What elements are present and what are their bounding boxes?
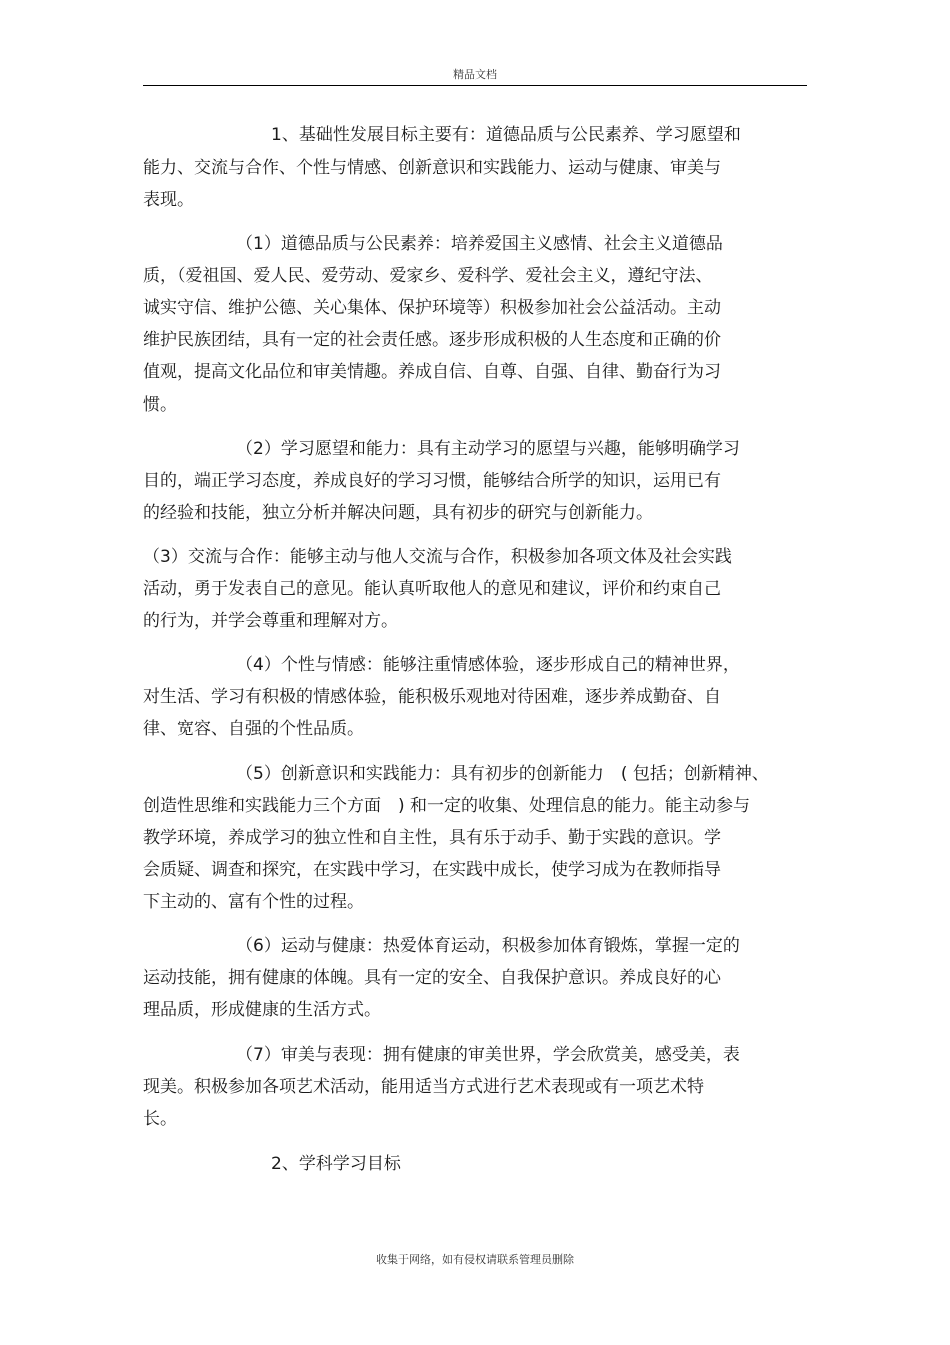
text-line: 惯。 bbox=[143, 395, 177, 415]
text-line: （7）审美与表现：拥有健康的审美世界，学会欣赏美，感受美，表 bbox=[236, 1045, 740, 1065]
text-line: 下主动的、富有个性的过程。 bbox=[143, 892, 364, 912]
text-line: 活动，勇于发表自己的意见。能认真听取他人的意见和建议，评价和约束自己 bbox=[143, 579, 721, 599]
text-line: （2）学习愿望和能力：具有主动学习的愿望与兴趣，能够明确学习 bbox=[236, 439, 740, 459]
text-line: （4）个性与情感：能够注重情感体验，逐步形成自己的精神世界， bbox=[236, 655, 740, 675]
text-line: 对生活、学习有积极的情感体验，能积极乐观地对待困难，逐步养成勤奋、自 bbox=[143, 687, 721, 707]
text-line: 表现。 bbox=[143, 190, 194, 210]
text-line: 律、宽容、自强的个性品质。 bbox=[143, 719, 364, 739]
text-line: （6）运动与健康：热爱体育运动，积极参加体育锻炼，掌握一定的 bbox=[236, 936, 740, 956]
text-line: 值观，提高文化品位和审美情趣。养成自信、自尊、自强、自律、勤奋行为习 bbox=[143, 362, 721, 382]
text-line: （1）道德品质与公民素养：培养爱国主义感情、社会主义道德品 bbox=[236, 234, 723, 254]
text-line: 运动技能，拥有健康的体魄。具有一定的安全、自我保护意识。养成良好的心 bbox=[143, 968, 721, 988]
page-footer: 收集于网络，如有侵权请联系管理员删除 bbox=[376, 1253, 574, 1266]
text-line: 诚实守信、维护公德、关心集体、保护环境等）积极参加社会公益活动。主动 bbox=[143, 298, 721, 318]
text-line: 创造性思维和实践能力三个方面 ) 和一定的收集、处理信息的能力。能主动参与 bbox=[143, 796, 751, 816]
page-header: 精品文档 bbox=[453, 68, 497, 81]
text-line: 能力、交流与合作、个性与情感、创新意识和实践能力、运动与健康、审美与 bbox=[143, 158, 721, 178]
text-line: 现美。积极参加各项艺术活动，能用适当方式进行艺术表现或有一项艺术特 bbox=[143, 1077, 704, 1097]
text-line: （5）创新意识和实践能力：具有初步的创新能力 ( 包括；创新精神、 bbox=[236, 764, 769, 784]
text-line: 质，（爱祖国、爱人民、爱劳动、爱家乡、爱科学、爱社会主义，遵纪守法、 bbox=[143, 266, 713, 286]
text-line: 1、基础性发展目标主要有：道德品质与公民素养、学习愿望和 bbox=[271, 125, 741, 145]
text-line: 的行为，并学会尊重和理解对方。 bbox=[143, 611, 398, 631]
section-heading: 2、学科学习目标 bbox=[271, 1154, 401, 1174]
text-line: 长。 bbox=[143, 1109, 177, 1129]
text-line: 教学环境，养成学习的独立性和自主性，具有乐于动手、勤于实践的意识。学 bbox=[143, 828, 721, 848]
text-line: 的经验和技能，独立分析并解决问题，具有初步的研究与创新能力。 bbox=[143, 503, 653, 523]
text-line: 会质疑、调查和探究，在实践中学习，在实践中成长，使学习成为在教师指导 bbox=[143, 860, 721, 880]
text-line: 理品质，形成健康的生活方式。 bbox=[143, 1000, 381, 1020]
text-line: （3）交流与合作：能够主动与他人交流与合作，积极参加各项文体及社会实践 bbox=[143, 547, 732, 567]
text-line: 目的，端正学习态度，养成良好的学习习惯，能够结合所学的知识，运用已有 bbox=[143, 471, 721, 491]
text-line: 维护民族团结，具有一定的社会责任感。逐步形成积极的人生态度和正确的价 bbox=[143, 330, 721, 350]
header-divider bbox=[143, 85, 807, 86]
